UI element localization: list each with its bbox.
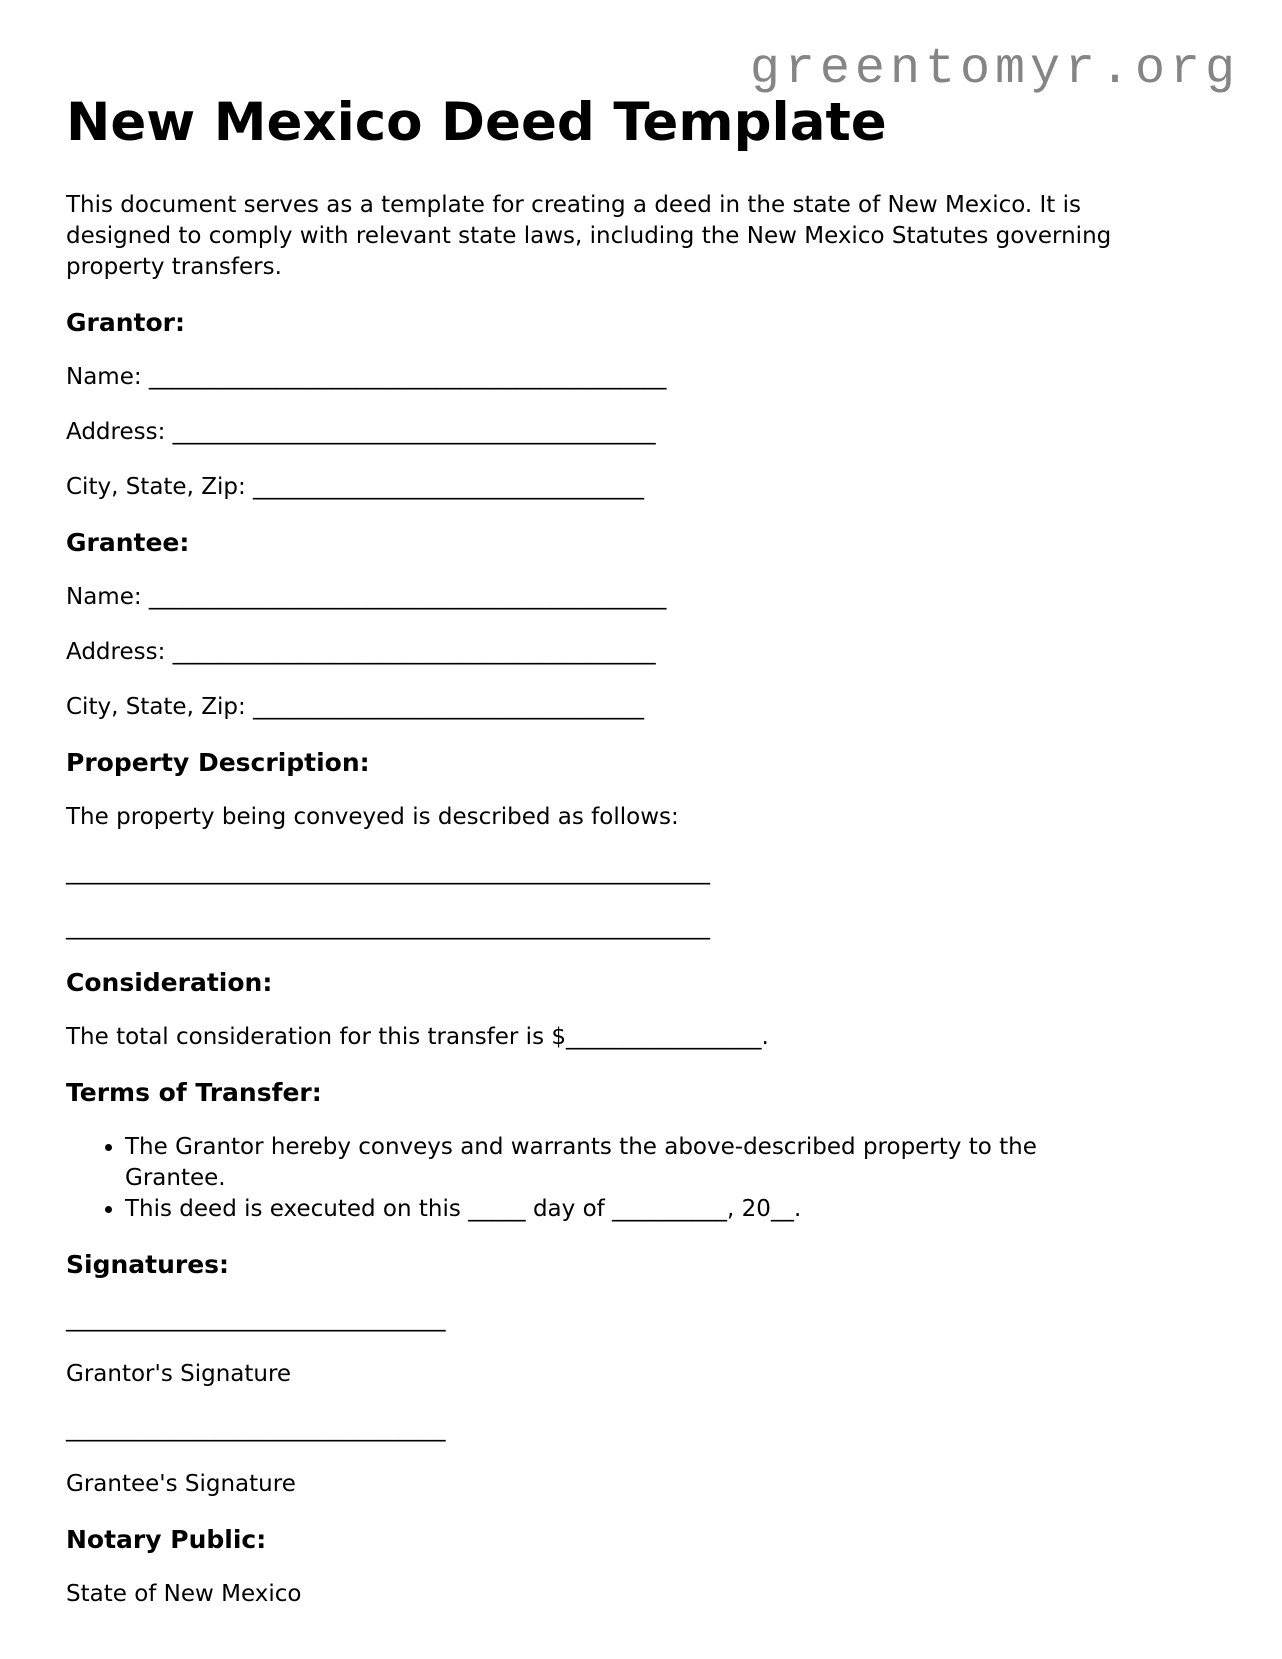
page-title: New Mexico Deed Template [66, 92, 887, 153]
terms-item-execution-date [125, 1194, 1182, 1225]
notary-state-line: State of New Mexico [66, 1581, 302, 1607]
grantor-heading: Grantor: [66, 308, 185, 337]
grantor-address-field-line: Address: __________________________________________ [66, 419, 656, 445]
grantee-signature-line: _________________________________ [66, 1416, 446, 1442]
grantor-signature-line: _________________________________ [66, 1306, 446, 1332]
grantor-signature-label: Grantor's Signature [66, 1361, 292, 1387]
notary-public-heading: Notary Public: [66, 1525, 267, 1554]
intro-line-2: designed to comply with relevant state laws, including the New Mexico Statutes governing [66, 223, 1112, 249]
grantee-signature-label: Grantee's Signature [66, 1471, 296, 1497]
grantee-name-field-line: Name: _____________________________________________ [66, 584, 667, 610]
terms-list [66, 1132, 1182, 1225]
grantee-address-field-line: Address: __________________________________________ [66, 639, 656, 665]
property-blank-line-1: ________________________________________________________ [66, 859, 710, 885]
grantor-city-state-zip-field-line: City, State, Zip: __________________________________ [66, 474, 645, 500]
intro-line-3: property transfers. [66, 254, 282, 280]
terms-item-execution-date-line: This deed is executed on this _____ day of __________, 20__. [125, 1196, 802, 1222]
property-description-heading: Property Description: [66, 748, 370, 777]
terms-item-conveyance [125, 1132, 1182, 1194]
consideration-heading: Consideration: [66, 968, 273, 997]
site-watermark: greentomyr.org [749, 41, 1240, 98]
terms-item-conveyance-line-1: • The Grantor hereby conveys and warrants the above-described property to the [125, 1134, 1037, 1160]
grantee-heading: Grantee: [66, 528, 190, 557]
intro-paragraph [66, 190, 1182, 283]
property-description-lead: The property being conveyed is described as follows: [66, 804, 679, 830]
terms-item-conveyance-line-2: Grantee. [125, 1165, 226, 1191]
intro-line-1: This document serves as a template for creating a deed in the state of New Mexico. It is [66, 192, 1082, 218]
consideration-amount-line: The total consideration for this transfer is $_________________. [66, 1024, 769, 1050]
grantor-name-field-line: Name: _____________________________________________ [66, 364, 667, 390]
property-blank-line-2: ________________________________________________________ [66, 914, 710, 940]
terms-of-transfer-heading: Terms of Transfer: [66, 1078, 322, 1107]
grantee-city-state-zip-field-line: City, State, Zip: __________________________________ [66, 694, 645, 720]
signatures-heading: Signatures: [66, 1250, 230, 1279]
